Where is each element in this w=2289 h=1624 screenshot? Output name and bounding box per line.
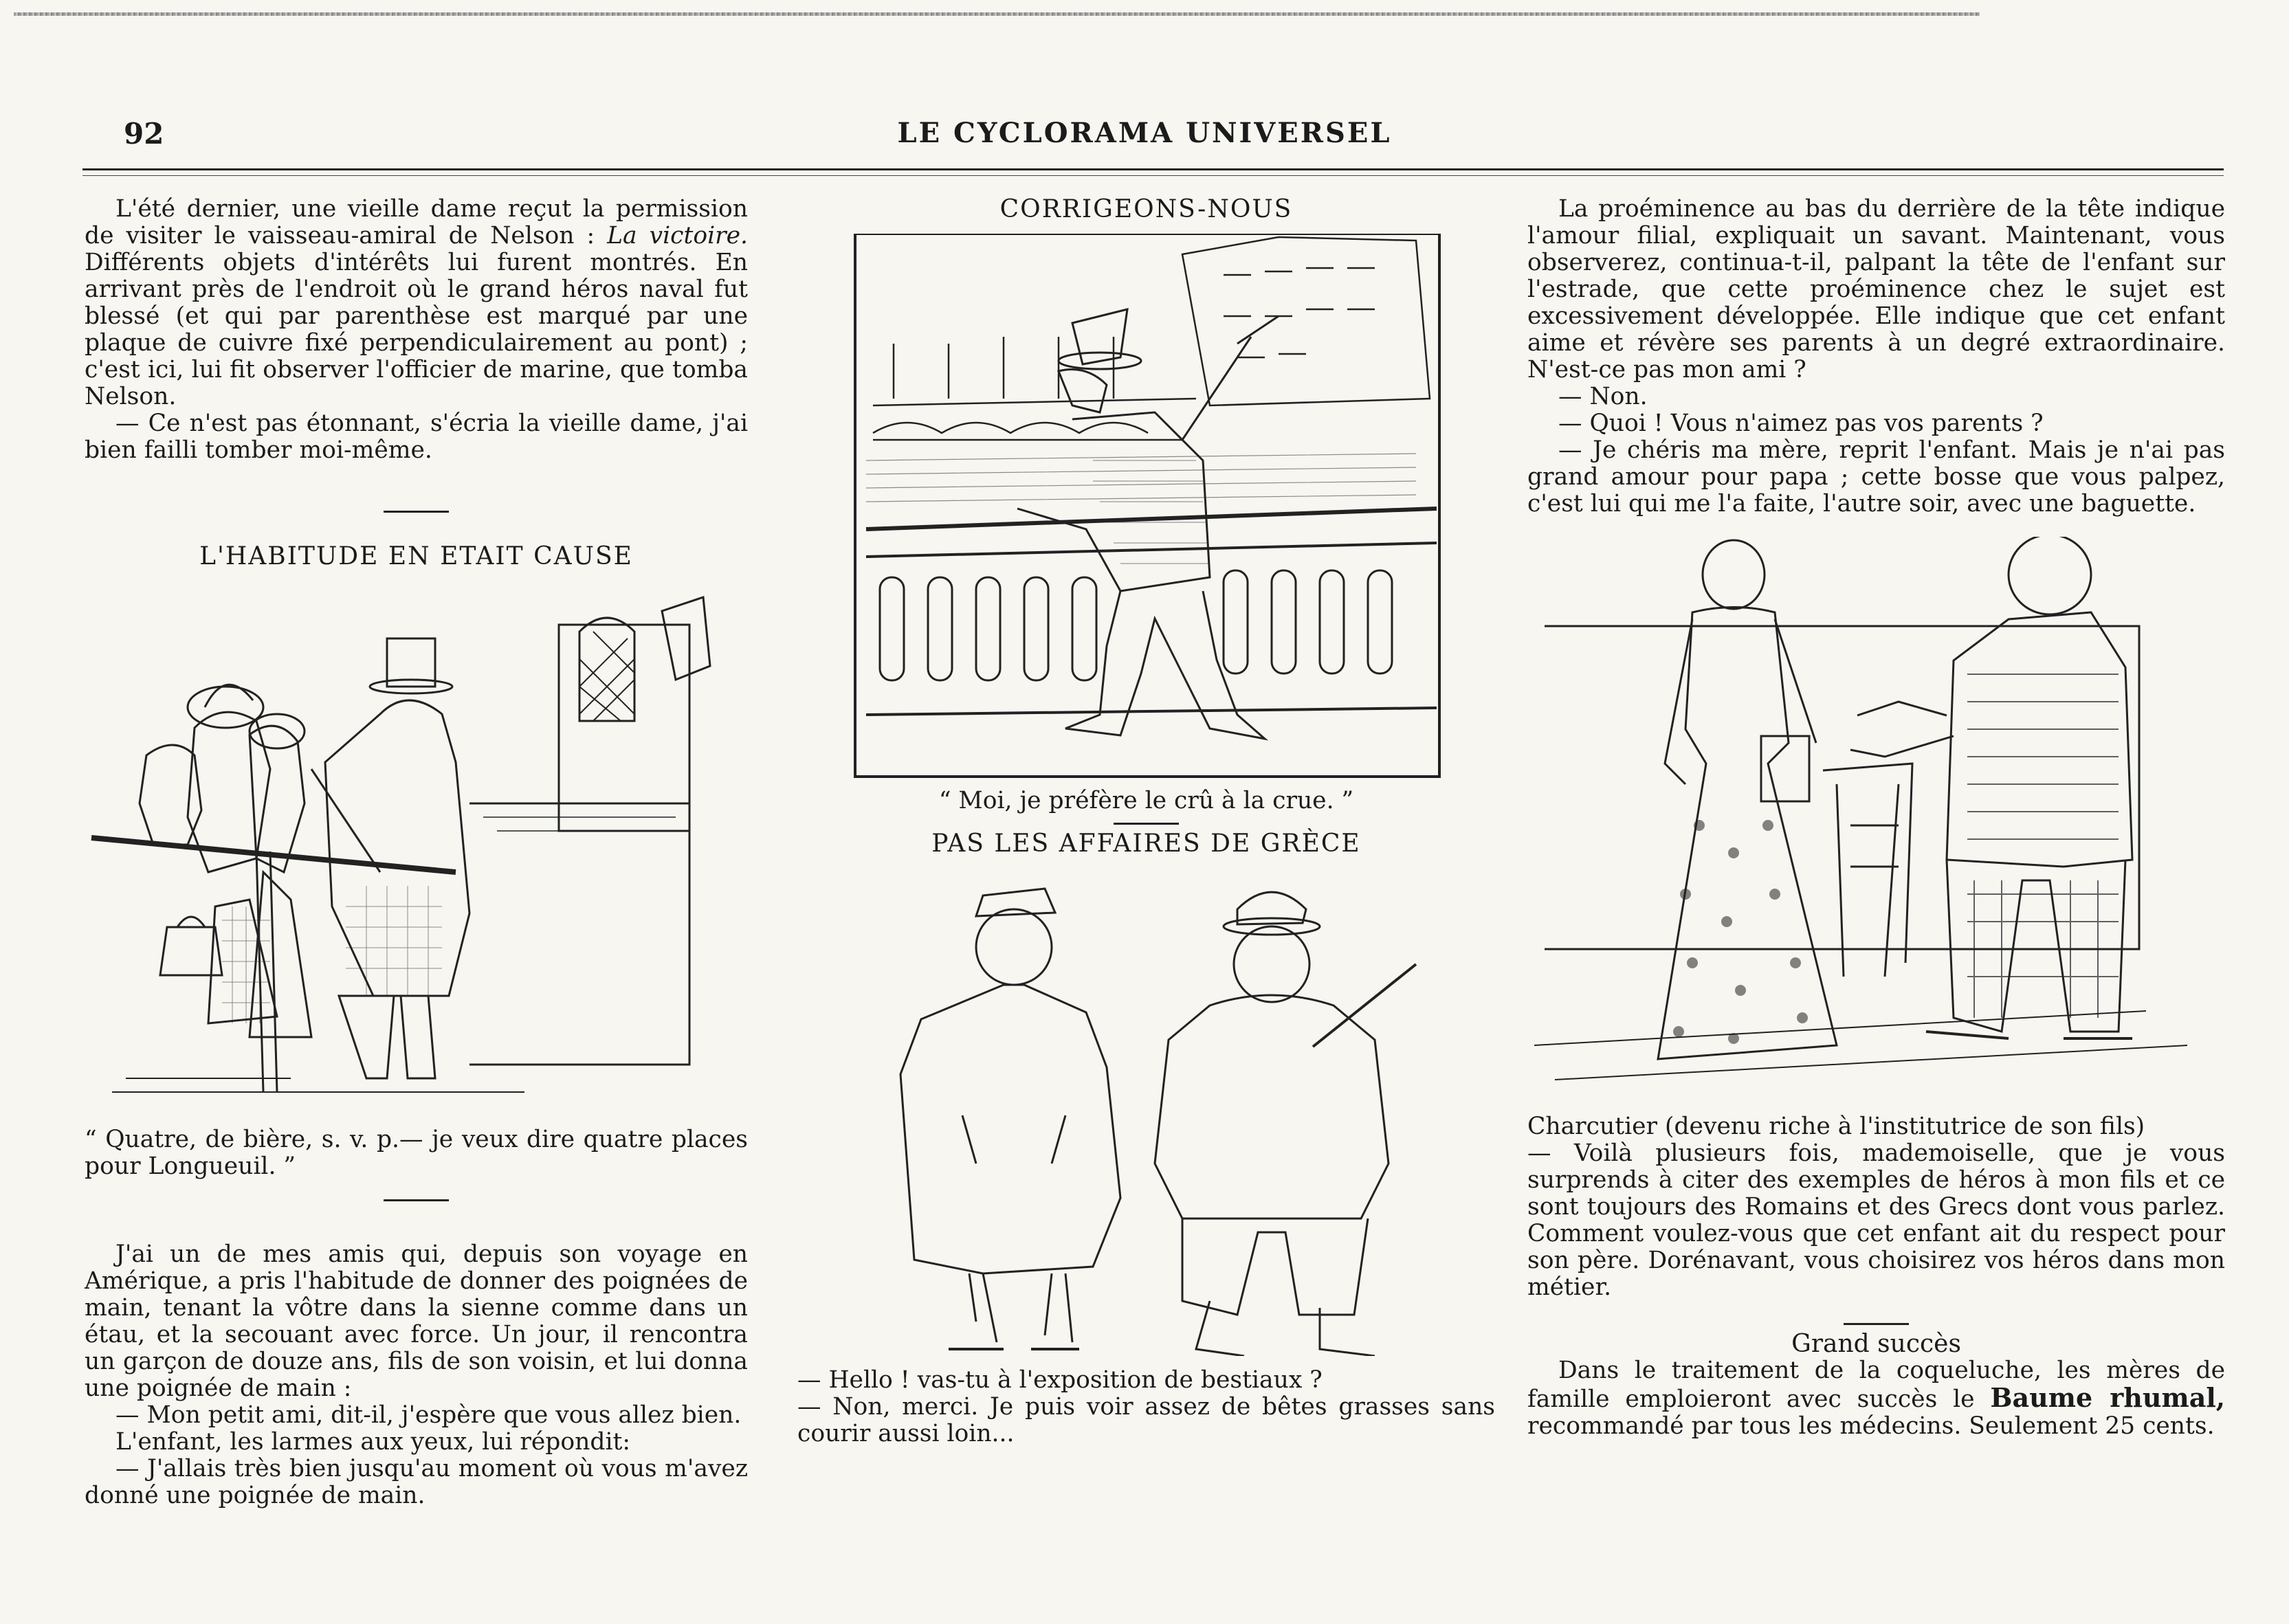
story-handshake-line: L'enfant, les larmes aux yeux, lui répondit: (115, 1428, 630, 1456)
ad-product-name: Baume rhumal, (1990, 1382, 2225, 1413)
caption-charcutier: Charcutier (devenu riche à l'institutrice de son fils) (1527, 1113, 2145, 1140)
caption-longueuil: “ Quatre, de bière, s. v. p.— je veux dire quatre places pour Longueuil. ” (85, 1126, 748, 1180)
heading-grece: PAS LES AFFAIRES DE GRÈCE (931, 830, 1361, 858)
ad-heading: Grand succès (1791, 1330, 1961, 1358)
story-phrenology-line: — Non. (1558, 383, 1648, 410)
illustration-ticket-window (85, 583, 748, 1120)
page-edge (14, 12, 1980, 16)
story-phrenology-line: — Quoi ! Vous n'aimez pas vos parents ? (1558, 410, 2044, 437)
story-nelson: L'été dernier, une vieille dame reçut la permission de visiter le vaisseau-amiral de Nelson : La victoire. Différents objets d'intérêts lui furent montrés. En arrivant près de l'endroit où le grand héros naval fut blessé (et qui par parenthèse est marqué par une plaque de cuivre fixé perpendiculairement au pont) ; c'est ici, lui fit observer l'officier de marine, que tomba Nelson. (85, 195, 748, 410)
column-2 (797, 196, 1495, 1447)
caption-cru-crue: “ Moi, je préfère le crû à la crue. ” (938, 787, 1354, 814)
heading-habitude: L'HABITUDE EN ETAIT CAUSE (199, 542, 633, 570)
illustration-butcher-teacher (1527, 537, 2225, 1104)
separator-rule-4 (1844, 1323, 1909, 1325)
caption-charcutier-speech: — Voilà plusieurs fois, mademoiselle, que je vous surprends à citer des exemples de héros à mon fils et ce sont toujours des Romains et des Grecs dont vous parlez. Comment voulez-vous que cet enfant ait du respect pour son père. Dorénavant, vous choisirez vos héros dans mon métier. (1527, 1139, 2225, 1301)
header-rule-thin (82, 175, 2224, 176)
heading-corrigeons: CORRIGEONS-NOUS (999, 195, 1293, 223)
story-phrenology-line: — Je chéris ma mère, reprit l'enfant. Mais je n'ai pas grand amour pour papa ; cette bosse que vous palpez, c'est lui qui me l'a faite, l'autre soir, avec une baguette. (1527, 436, 2225, 518)
ad-text: Dans le traitement de la coqueluche, les mères de famille emploieront avec succès le Baume rhumal, recommandé par tous les médecins. Seulement 25 cents. (1527, 1357, 2225, 1440)
story-phrenology: La proéminence au bas du derrière de la tête indique l'amour filial, expliquait un savant. Maintenant, vous observerez, continua-t-il, palpant la tête de l'enfant sur l'estrade, que cette proéminence chez le sujet est excessivement développée. Elle indique que cet enfant aime et révère ses parents à un degré extraordinaire. N'est-ce pas mon ami ? (1527, 195, 2225, 383)
illustration-river-bridge (797, 234, 1495, 783)
story-handshake-line: — Mon petit ami, dit-il, j'espère que vous allez bien. (115, 1401, 742, 1429)
header-rule (82, 168, 2224, 170)
story-handshake: J'ai un de mes amis qui, depuis son voyage en Amérique, a pris l'habitude de donner des poignées de main, tenant la vôtre dans la sienne comme dans un étau, et la secouant avec force. Un jour, il rencontra un garçon de douze ans, fils de son voisin, et lui donna une poignée de main : (85, 1241, 748, 1402)
running-title: LE CYCLORAMA UNIVERSEL (897, 117, 1392, 149)
page-number: 92 (124, 117, 164, 151)
separator-rule (384, 511, 449, 513)
dialogue-bestiaux: — Hello ! vas-tu à l'exposition de bestiaux ? (797, 1366, 1323, 1394)
column-3 (1527, 196, 2225, 1440)
column-1 (85, 196, 748, 1509)
separator-rule-3 (1114, 823, 1179, 825)
illustration-two-men (797, 875, 1495, 1356)
separator-rule-2 (384, 1199, 449, 1201)
story-handshake-line: — J'allais très bien jusqu'au moment où vous m'avez donné une poignée de main. (85, 1455, 748, 1509)
story-nelson-reply: — Ce n'est pas étonnant, s'écria la vieille dame, j'ai bien failli tomber moi-même. (85, 410, 748, 464)
page-header (0, 117, 2289, 158)
dialogue-bestiaux-reply: — Non, merci. Je puis voir assez de bêtes grasses sans courir aussi loin... (797, 1393, 1495, 1447)
